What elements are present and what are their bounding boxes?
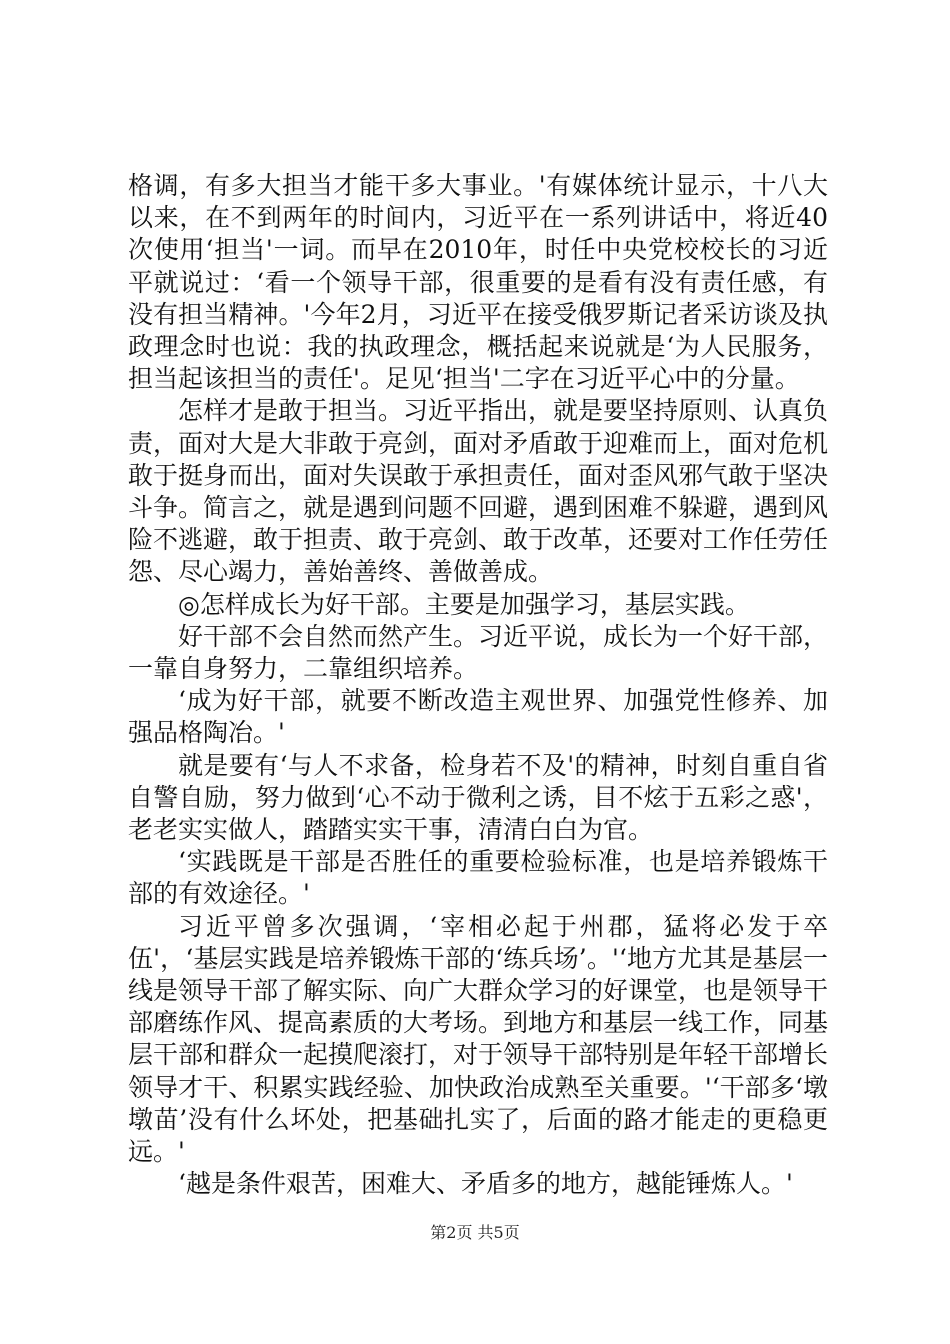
paragraph-quote-hardship: ‘越是条件艰苦，困难大、矛盾多的地方，越能锤炼人。' [178, 1169, 793, 1199]
paragraph-grassroots: 习近平曾多次强调，‘宰相必起于州郡，猛将必发于卒伍'，‘基层实践是培养锻炼干部的‘练兵场’。'‘地方尤其是基层一线是领导干部了解实际、向广大群众学习的好课堂，也是领导干部磨练作风、提高素质的大考场。到地方和基层一线工作，同基层干部和群众一起摸爬滚打，对于领导干部特别是年轻干部增长领导才干、积累实践经验、加快政治成熟至关重要。'‘干部多‘墩墩苗’没有什么坏处，把基础扎实了，后面的路才能走的更稳更远。' [128, 911, 829, 1167]
page-number-footer: 第2页 共5页 [430, 1223, 520, 1242]
document-body [128, 170, 828, 1201]
paragraph-quote-practice: ‘实践既是干部是否胜任的重要检验标准，也是培养锻炼干部的有效途径。' [128, 847, 828, 909]
paragraph-courage: 怎样才是敢于担当。习近平指出，就是要坚持原则、认真负责，面对大是大非敢于亮剑，面对矛盾敢于迎难而上，面对危机敢于挺身而出，面对失误敢于承担责任，面对歪风邪气敢于坚决斗争。简言之，就是遇到问题不回避，遇到困难不躲避，遇到风险不逃避，敢于担责、敢于亮剑、敢于改革，还要对工作任劳任怨、尽心竭力，善始善终、善做善成。 [128, 396, 829, 587]
paragraph-self-discipline: 就是要有‘与人不求备，检身若不及'的精神，时刻自重自省自警自励，努力做到‘心不动于微利之诱，目不炫于五彩之惑'，老老实实做人，踏踏实实干事，清清白白为官。 [128, 750, 828, 845]
paragraph-good-cadre: 好干部不会自然而然产生。习近平说，成长为一个好干部，一靠自身努力，二靠组织培养。 [128, 621, 829, 684]
paragraph-quote-cultivation: ‘成为好干部，就要不断改造主观世界、加强党性修养、加强品格陶冶。' [128, 686, 828, 748]
paragraph-section-heading: ◎怎样成长为好干部。主要是加强学习，基层实践。 [178, 589, 750, 619]
paragraph-continuation: 格调，有多大担当才能干多大事业。'有媒体统计显示，十八大以来，在不到两年的时间内，习近平在一系列讲话中，将近40次使用‘担当'一词。而早在2010年，时任中央党校校长的习近平就说过：‘看一个领导干部，很重要的是看有没有责任感，有没有担当精神。'今年2月，习近平在接受俄罗斯记者采访谈及执政理念时也说：我的执政理念，概括起来说就是‘为人民服务，担当起该担当的责任'。足见‘担当'二字在习近平心中的分量。 [128, 171, 828, 394]
